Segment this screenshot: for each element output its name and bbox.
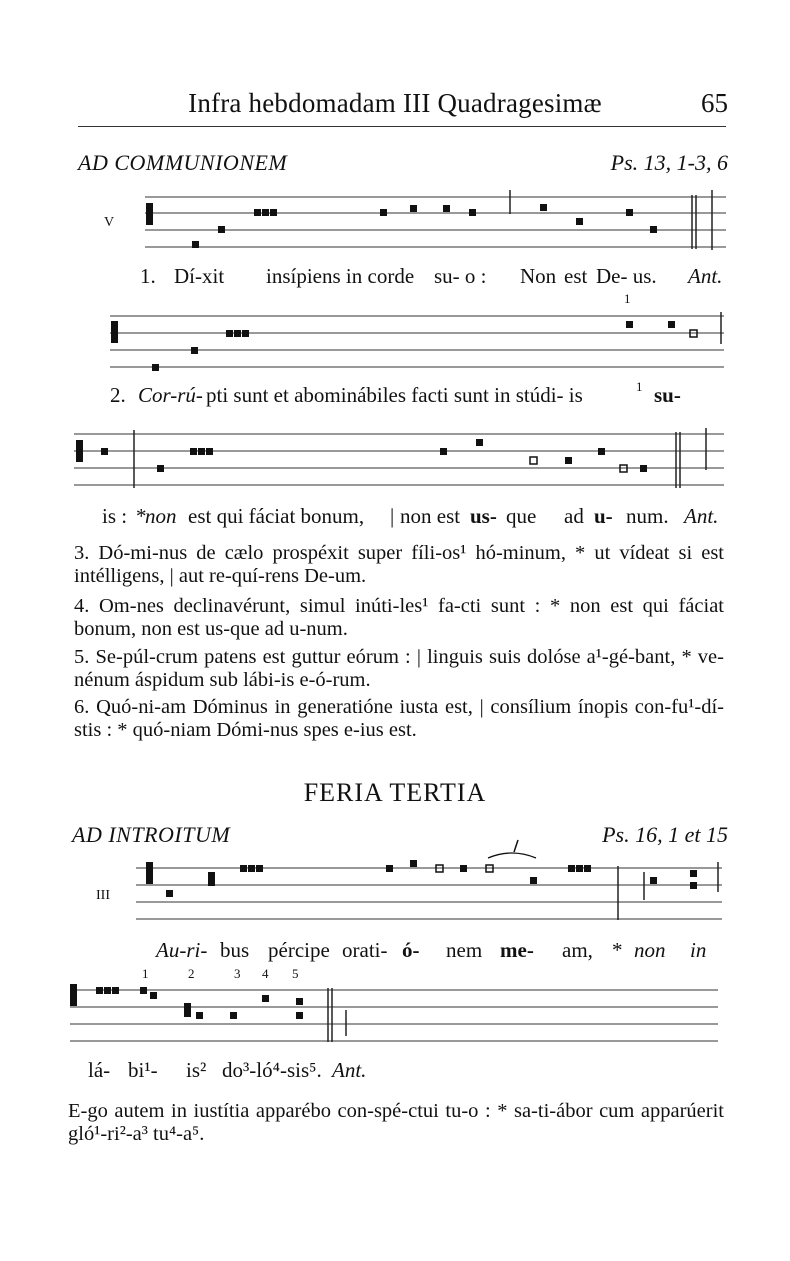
lyric-syllable: bus xyxy=(220,938,250,962)
lyric-syllable: bi¹- xyxy=(128,1058,158,1082)
psalm-verse-4: 4. Om-nes declinavérunt, simul inúti-les¹ fa-cti sunt : * non est qui fáciat bonum, non est us-que ad u-num. xyxy=(74,595,724,640)
lyric-syllable: est xyxy=(564,264,588,288)
lyric-syllable: non xyxy=(145,504,177,528)
melisma-marker: 2 xyxy=(188,966,195,981)
lyric-syllable: am, xyxy=(562,938,593,962)
header-rule xyxy=(78,126,726,127)
introit-label: AD INTROITUM xyxy=(72,822,231,847)
melisma-marker: 1 xyxy=(624,291,631,306)
mode-number: V xyxy=(104,215,115,230)
lyric-syllable: is : xyxy=(102,504,128,528)
section-title: FERIA TERTIA xyxy=(303,778,487,807)
lyric-syllable: u- xyxy=(594,504,613,528)
lyric-syllable: Non xyxy=(520,264,557,288)
lyric-syllable: non xyxy=(634,938,666,962)
psalm-verse-6: 6. Quó-ni-am Dóminus in generatióne iusta est, | consílium ínopis con-fu¹-dí-stis : * quó-niam Dómi-nus spes e-ius est. xyxy=(74,696,724,741)
melisma-marker: 5 xyxy=(292,966,299,981)
lyric-syllable: Dí-xit xyxy=(174,264,225,288)
lyric-syllable: me- xyxy=(500,938,534,962)
communion-label: AD COMMUNIONEM xyxy=(78,150,288,175)
lyric-syllable: que xyxy=(506,504,537,528)
lyric-syllable: do³-ló⁴-sis⁵. xyxy=(222,1058,322,1082)
lyric-syllable: Cor-rú- xyxy=(138,383,203,407)
lyric-syllable: est qui fáciat bonum, xyxy=(188,504,365,528)
lyric-syllable: lá- xyxy=(88,1058,111,1082)
lyrics-verse-2-continued xyxy=(102,504,724,532)
psalm-verse-3: 3. Dó-mi-nus de cælo prospéxit super fíli-os¹ hó-minum, * ut vídeat si est intélligens, | aut re-quí-rens De-um. xyxy=(74,542,724,587)
lyric-syllable: orati- xyxy=(342,938,388,962)
lyrics-verse-1 xyxy=(140,264,730,292)
antiphon-marker: Ant. xyxy=(684,504,719,528)
melisma-marker: 4 xyxy=(262,966,269,981)
lyric-syllable: ad xyxy=(564,504,584,528)
lyric-syllable: su- xyxy=(654,383,681,407)
lyrics-introit-1 xyxy=(156,938,716,966)
lyric-syllable: in xyxy=(690,938,707,962)
page-number: 65 xyxy=(701,88,728,118)
lyric-syllable: us- xyxy=(470,504,497,528)
lyric-syllable: num. xyxy=(626,504,669,528)
introit-verse: E-go autem in iustítia apparébo con-spé-ctui tu-o : * sa-ti-ábor cum apparúerit gló¹-ri²-a³ tu⁴-a⁵. xyxy=(68,1100,724,1145)
mode-number: III xyxy=(96,888,110,903)
melisma-marker: 1 xyxy=(142,966,149,981)
lyrics-introit-2 xyxy=(88,1058,488,1086)
lyric-syllable: De- us. xyxy=(596,264,657,288)
lyric-syllable: nem xyxy=(446,938,483,962)
lyric-syllable: Au-ri- xyxy=(156,938,208,962)
lyrics-verse-2 xyxy=(110,379,720,411)
running-header: Infra hebdomadam III Quadragesimæ xyxy=(188,88,602,118)
psalm-verse-5: 5. Se-púl-crum patens est guttur eórum : | linguis suis dolóse a¹-gé-bant, * ve-nénum áspidum sub lábi-is e-ó-rum. xyxy=(74,646,724,691)
asterisk-marker: * xyxy=(136,504,147,528)
flex-marker: | xyxy=(390,504,395,528)
melisma-marker: 3 xyxy=(234,966,241,981)
antiphon-marker: Ant. xyxy=(688,264,723,288)
lyric-syllable: su- o : xyxy=(434,264,487,288)
lyric-syllable: insípiens in corde xyxy=(266,264,415,288)
lyric-syllable: pércipe xyxy=(268,938,330,962)
communion-reference: Ps. 13, 1-3, 6 xyxy=(610,150,728,175)
lyric-syllable: pti sunt et abominábiles facti sunt in stúdi- is xyxy=(206,383,583,407)
lyric-syllable: is² xyxy=(186,1058,207,1082)
introit-reference: Ps. 16, 1 et 15 xyxy=(602,822,728,847)
superscript-marker: 1 xyxy=(636,379,643,394)
lyric-syllable: ó- xyxy=(402,938,420,962)
verse-number: 1. xyxy=(140,264,156,288)
antiphon-marker: Ant. xyxy=(332,1058,367,1082)
verse-number: 2. xyxy=(110,383,126,407)
asterisk-marker: * xyxy=(612,938,623,962)
lyric-syllable: non est xyxy=(400,504,461,528)
